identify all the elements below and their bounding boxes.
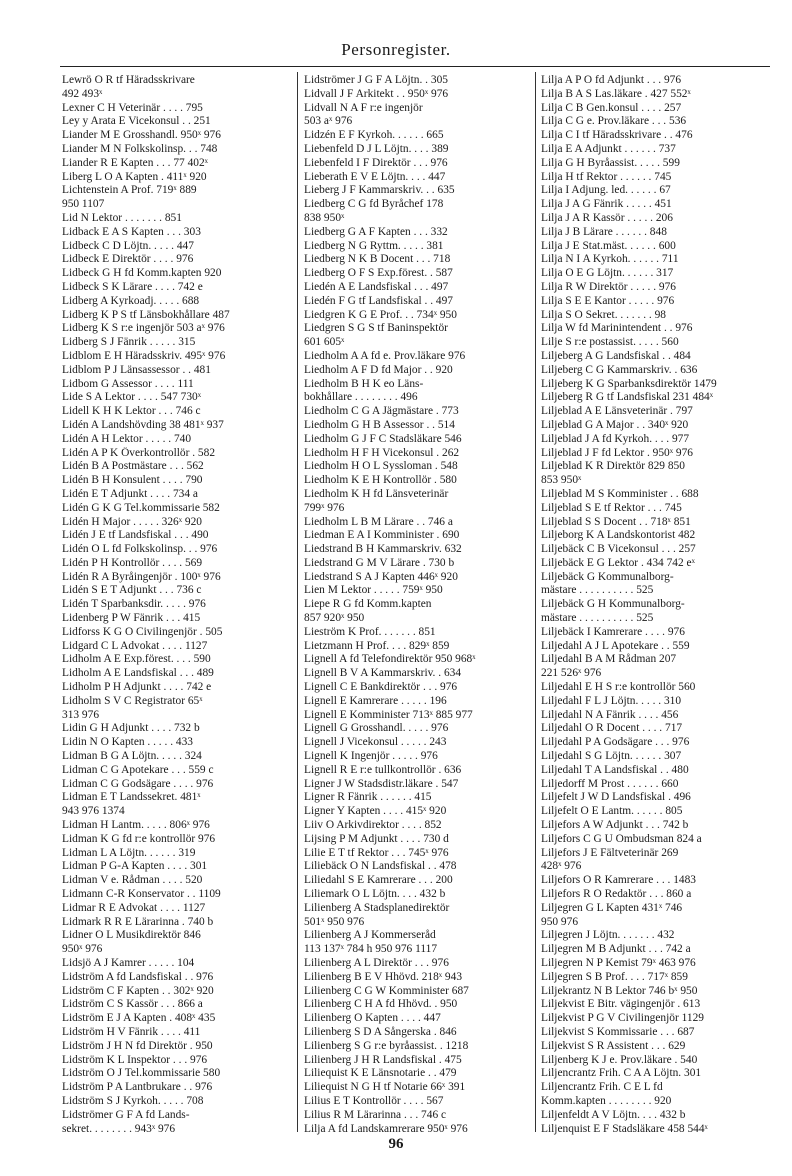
register-entry: 428ˣ 976 xyxy=(541,860,582,873)
register-entry: Lidström C F Kapten . . 302ˣ 920 xyxy=(62,984,214,997)
register-entry: 501ˣ 950 976 xyxy=(304,915,365,928)
register-entry: Lidén S E T Adjunkt . . . 736 c xyxy=(62,584,202,597)
register-entry: Liander R E Kapten . . . 77 402ˣ xyxy=(62,156,208,169)
register-entry: Lidén A P K Överkontrollör . 582 xyxy=(62,446,216,459)
register-entry: Lidén A H Lektor . . . . . 740 xyxy=(62,432,192,445)
register-entry: Liberg L O A Kapten . 411ˣ 920 xyxy=(62,170,207,183)
register-entry: sekret. . . . . . . . 943ˣ 976 xyxy=(62,1122,176,1135)
register-entry: Lidman C G Apotekare . . . 559 c xyxy=(62,763,214,776)
register-entry: Liedholm A F D fd Major . . 920 xyxy=(304,363,453,376)
register-entry: Lilja S O Sekret. . . . . . . 98 xyxy=(541,308,666,321)
register-entry: Lignell E Kamrerare . . . . . 196 xyxy=(304,694,447,707)
register-entry: Liedstrand S A J Kapten 446ˣ 920 xyxy=(304,570,458,583)
register-entry: Liljeblad A E Länsveterinär . 797 xyxy=(541,405,693,418)
register-entry: Liljeblad S S Docent . . 718ˣ 851 xyxy=(541,515,691,528)
register-entry: Lilja J B Lärare . . . . . . 848 xyxy=(541,225,667,238)
register-entry: Liliedahl S E Kamrerare . . . 200 xyxy=(304,874,453,887)
register-entry: Lidman C G Godsägare . . . . 976 xyxy=(62,777,214,790)
register-entry: Liander M N Folkskolinsp. . . 748 xyxy=(62,142,218,155)
register-entry: Liedberg C G fd Byråchef 178 xyxy=(304,198,444,211)
register-entry: 950 976 xyxy=(541,915,579,928)
register-entry: 113 137ˣ 784 h 950 976 1117 xyxy=(304,943,438,956)
register-entry: Lilja J E Stat.mäst. . . . . . 600 xyxy=(541,239,676,252)
register-entry: Lilja C I tf Häradsskrivare . . 476 xyxy=(541,129,693,142)
register-entry: mästare . . . . . . . . . . 525 xyxy=(541,612,654,625)
register-entry: Liebenfeld I F Direktör . . . 976 xyxy=(304,156,448,169)
register-entry: Lidblom P J Länsassessor . . 481 xyxy=(62,363,211,376)
register-entry: Lidman H Lantm. . . . . 806ˣ 976 xyxy=(62,819,210,832)
register-entry: Lidberg S J Fänrik . . . . . 315 xyxy=(62,336,196,349)
register-entry: Lidvall N A F r:e ingenjör xyxy=(304,101,423,114)
register-entry: Liljedahl E H S r:e kontrollör 560 xyxy=(541,681,696,694)
register-entry: 853 950ˣ xyxy=(541,474,582,487)
register-entry: Lidström O J Tel.kommissarie 580 xyxy=(62,1067,221,1080)
register-entry: Liedholm A A fd e. Prov.läkare 976 xyxy=(304,349,466,362)
register-entry: Lien M Lektor . . . . . 759ˣ 950 xyxy=(304,584,443,597)
register-entry: Liljeblad J A fd Kyrkoh. . . . 977 xyxy=(541,432,690,445)
register-entry: Lidholm S V C Registrator 65ˣ xyxy=(62,694,203,707)
register-entry: Liljefors R O Redaktör . . . 860 a xyxy=(541,888,692,901)
register-entry: Lilienberg S D A Sångerska . 846 xyxy=(304,1025,457,1038)
register-entry: Lidberg K P S tf Länsbokhållare 487 xyxy=(62,308,230,321)
register-entry: Lilja B A S Las.läkare . 427 552ˣ xyxy=(541,87,691,100)
register-entry: Lidström C S Kassör . . . 866 a xyxy=(62,998,203,1011)
register-entry: Lichtenstein A Prof. 719ˣ 889 xyxy=(62,184,197,197)
register-entry: Ligner J W Stadsdistr.läkare . 547 xyxy=(304,777,459,790)
register-column-2 xyxy=(304,74,532,1136)
register-entry: Lidin G H Adjunkt . . . . 732 b xyxy=(62,722,200,735)
register-entry: Lidman P G-A Kapten . . . . 301 xyxy=(62,860,208,873)
register-entry: 799ˣ 976 xyxy=(304,501,345,514)
register-entry: Lidén B A Postmästare . . . 562 xyxy=(62,460,204,473)
register-entry: Liljedahl F L J Löjtn. . . . . 310 xyxy=(541,694,682,707)
register-entry: Liedstrand G M V Lärare . 730 b xyxy=(304,556,455,569)
register-entry: Lilja O E G Löjtn. . . . . . 317 xyxy=(541,267,674,280)
register-entry: Liedholm G H B Assessor . . 514 xyxy=(304,418,455,431)
register-entry: Liljefors A W Adjunkt . . . 742 b xyxy=(541,819,689,832)
register-entry: Lilienberg J H R Landsfiskal . 475 xyxy=(304,1053,462,1066)
page-number: 96 xyxy=(388,1136,404,1152)
register-entry: Lidbeck S K Lärare . . . . 742 e xyxy=(62,280,203,293)
register-entry: mästare . . . . . . . . . . 525 xyxy=(541,584,654,597)
register-entry: Lijsing P M Adjunkt . . . . 730 d xyxy=(304,832,449,845)
register-entry: Lidback E A S Kapten . . . 303 xyxy=(62,225,201,238)
register-entry: Lieberath E V E Löjtn. . . . 447 xyxy=(304,170,446,183)
register-entry: Liliequist N G H tf Notarie 66ˣ 391 xyxy=(304,1081,466,1094)
register-entry: Lidströmer G F A fd Lands- xyxy=(62,1108,190,1121)
register-entry: Lewrö O R tf Häradsskrivare xyxy=(62,74,195,86)
register-entry: Lidman E T Landssekret. 481ˣ xyxy=(62,791,201,804)
register-entry: Liedholm H O L Syssloman . 548 xyxy=(304,460,458,473)
register-entry: Liander M E Grosshandl. 950ˣ 976 xyxy=(62,129,221,142)
register-entry: Liedberg O F S Exp.förest. . 587 xyxy=(304,267,453,280)
register-entry: Liljefors J E Fältveterinär 269 xyxy=(541,846,679,859)
register-entry: Lidbeck E Direktör . . . . 976 xyxy=(62,253,194,266)
register-entry: Lidén P H Kontrollör . . . . 569 xyxy=(62,556,203,569)
register-entry: Liedberg N G Ryttm. . . . . 381 xyxy=(304,239,444,252)
register-entry: Lidström E J A Kapten . 408ˣ 435 xyxy=(62,1012,216,1025)
register-entry: Lidén A Landshövding 38 481ˣ 937 xyxy=(62,418,224,431)
register-entry: Lilje S r:e postassist. . . . . 560 xyxy=(541,336,679,349)
register-entry: Lidmann C-R Konservator . . 1109 xyxy=(62,888,221,901)
register-entry: Lidner O L Musikdirektör 846 xyxy=(62,929,201,942)
register-entry: Liljekvist S R Assistent . . . 629 xyxy=(541,1039,686,1052)
register-entry: Lidman L A Löjtn. . . . . . 319 xyxy=(62,846,196,859)
register-entry: Lidström J H N fd Direktör . 950 xyxy=(62,1039,213,1052)
register-entry: Liedholm K E H Kontrollör . 580 xyxy=(304,474,457,487)
register-entry: Lidström S J Kyrkoh. . . . . 708 xyxy=(62,1094,204,1107)
register-entry: Lidströmer J G F A Löjtn. . 305 xyxy=(304,74,448,86)
register-entry: Lieberg J F Kammarskriv. . . 635 xyxy=(304,184,455,197)
register-entry: Lilja J A R Kassör . . . . . 206 xyxy=(541,211,673,224)
register-entry: Lidén H Major . . . . . 326ˣ 920 xyxy=(62,515,202,528)
register-entry: Liljedahl P A Godsägare . . . 976 xyxy=(541,736,690,749)
register-entry: Lidén R A Byråingenjör . 100ˣ 976 xyxy=(62,570,221,583)
register-entry: Lidbom G Assessor . . . . 111 xyxy=(62,377,194,390)
register-entry: Lidman V e. Rådman . . . . 520 xyxy=(62,874,203,887)
register-entry: Liljeberg A G Landsfiskal . . 484 xyxy=(541,349,691,362)
register-entry: 943 976 1374 xyxy=(62,805,125,818)
register-entry: Liljegren S B Prof. . . . 717ˣ 859 xyxy=(541,970,688,983)
register-entry: Liljebäck G Kommunalborg- xyxy=(541,570,674,583)
register-entry: Liljeberg C G Kammarskriv. . 636 xyxy=(541,363,698,376)
register-entry: Liliemark O L Löjtn. . . . 432 b xyxy=(304,888,446,901)
register-entry: Lilja J A G Fänrik . . . . . 451 xyxy=(541,198,672,211)
register-entry: Lilja A P O fd Adjunkt . . . 976 xyxy=(541,74,682,86)
register-entry: Lidén G K G Tel.kommissarie 582 xyxy=(62,501,220,514)
register-entry: Liedgren K G E Prof. . . 734ˣ 950 xyxy=(304,308,457,321)
register-entry: Liljefors C G U Ombudsman 824 a xyxy=(541,832,702,845)
register-entry: Liljebäck G H Kommunalborg- xyxy=(541,598,685,611)
register-entry: Ligner R Fänrik . . . . . . 415 xyxy=(304,791,432,804)
register-entry: Lilienberg B E V Hhövd. 218ˣ 943 xyxy=(304,970,463,983)
register-column-3 xyxy=(541,74,769,1136)
column-divider xyxy=(297,72,298,1132)
register-entry: Liljenfeldt A V Löjtn. . . . 432 b xyxy=(541,1108,686,1121)
register-entry: Liljefelt J W D Landsfiskal . 496 xyxy=(541,791,691,804)
register-entry: Ley y Arata E Vicekonsul . . 251 xyxy=(62,115,211,128)
register-entry: Lilja I Adjung. led. . . . . . 67 xyxy=(541,184,671,197)
register-entry: Liljedahl N A Fänrik . . . . 456 xyxy=(541,708,679,721)
register-entry: Lilienberg A J Kommerseråd xyxy=(304,929,436,942)
register-entry: Liljedahl S G Löjtn. . . . . . 307 xyxy=(541,750,682,763)
register-entry: Liljeblad S E tf Rektor . . . 745 xyxy=(541,501,682,514)
register-entry: Liljegren J Löjtn. . . . . . . 432 xyxy=(541,929,675,942)
register-entry: Liedman E A I Komminister . 690 xyxy=(304,529,460,542)
register-entry: Liljedahl T A Landsfiskal . . 480 xyxy=(541,763,689,776)
register-entry: Lilja G H Byråassist. . . . . 599 xyxy=(541,156,680,169)
register-entry: Liljegren M B Adjunkt . . . 742 a xyxy=(541,943,691,956)
register-entry: Lidström K L Inspektor . . . 976 xyxy=(62,1053,208,1066)
register-entry: Liedgren S G S tf Baninspektör xyxy=(304,322,448,335)
register-entry: Liljeberg R G tf Landsfiskal 231 484ˣ xyxy=(541,391,714,404)
register-entry: Lilja E A Adjunkt . . . . . . 737 xyxy=(541,142,676,155)
register-entry: Liedholm L B M Lärare . . 746 a xyxy=(304,515,453,528)
register-entry: Liljekvist S Kommissarie . . . 687 xyxy=(541,1025,695,1038)
header-rule xyxy=(60,66,770,67)
register-entry: bokhållare . . . . . . . . 496 xyxy=(304,391,418,404)
register-entry: Lidén B H Konsulent . . . . 790 xyxy=(62,474,203,487)
register-entry: Lilja C B Gen.konsul . . . . 257 xyxy=(541,101,682,114)
register-entry: Lignell C E Bankdirektör . . . 976 xyxy=(304,681,458,694)
register-entry: Liljedahl O R Docent . . . . 717 xyxy=(541,722,683,735)
register-entry: Lilienberg A Stadsplanedirektör xyxy=(304,901,450,914)
register-entry: Lidén O L fd Folkskolinsp. . . 976 xyxy=(62,543,218,556)
register-entry: Lexner C H Veterinär . . . . 795 xyxy=(62,101,203,114)
register-entry: Ligner Y Kapten . . . . 415ˣ 920 xyxy=(304,805,447,818)
register-entry: 838 950ˣ xyxy=(304,211,345,224)
register-entry: Liedstrand B H Kammarskriv. 632 xyxy=(304,543,462,556)
register-entry: Lignell G Grosshandl. . . . . 976 xyxy=(304,722,449,735)
register-entry: Lilius E T Kontrollör . . . . 567 xyxy=(304,1094,444,1107)
register-entry: Lidvall J F Arkitekt . . 950ˣ 976 xyxy=(304,87,449,100)
register-entry: Liedholm G J F C Stadsläkare 546 xyxy=(304,432,462,445)
register-entry: Lidström A fd Landsfiskal . . 976 xyxy=(62,970,214,983)
register-entry: Lilja N I A Kyrkoh. . . . . . 711 xyxy=(541,253,679,266)
register-entry: Lidbeck C D Löjtn. . . . . 447 xyxy=(62,239,194,252)
register-entry: Lid N Lektor . . . . . . . 851 xyxy=(62,211,182,224)
register-entry: Liljebäck I Kamrerare . . . . 976 xyxy=(541,625,685,638)
register-entry: Lidström H V Fänrik . . . . 411 xyxy=(62,1025,201,1038)
register-entry: Liljebäck C B Vicekonsul . . . 257 xyxy=(541,543,696,556)
register-entry: Liljencrantz Frih. C E L fd xyxy=(541,1081,663,1094)
page-title: Personregister. xyxy=(341,40,451,59)
register-column-1 xyxy=(62,74,290,1136)
register-entry: Lietzmann H Prof. . . . 829ˣ 859 xyxy=(304,639,450,652)
register-entry: Lidblom E H Häradsskriv. 495ˣ 976 xyxy=(62,349,226,362)
register-entry: Liljeblad G A Major . . 340ˣ 920 xyxy=(541,418,689,431)
register-entry: Lidbeck G H fd Komm.kapten 920 xyxy=(62,267,222,280)
register-entry: Lidén E T Adjunkt . . . . 734 a xyxy=(62,487,198,500)
register-entry: 313 976 xyxy=(62,708,100,721)
register-entry: Liedholm K H fd Länsveterinär xyxy=(304,487,449,500)
register-entry: Liljekvist E Bitr. vägingenjör . 613 xyxy=(541,998,701,1011)
register-entry: Lidin N O Kapten . . . . . 433 xyxy=(62,736,193,749)
register-entry: Lidholm A E Exp.förest. . . . 590 xyxy=(62,653,211,666)
register-entry: Liedén F G tf Landsfiskal . . 497 xyxy=(304,294,454,307)
register-entry: Komm.kapten . . . . . . . . 920 xyxy=(541,1094,672,1107)
register-entry: Lignell R E r:e tullkontrollör . 636 xyxy=(304,763,462,776)
register-entry: Liljefors O R Kamrerare . . . 1483 xyxy=(541,874,696,887)
register-entry: Lilienberg S G r:e byråassist. . 1218 xyxy=(304,1039,469,1052)
register-entry: Liedberg N K B Docent . . . 718 xyxy=(304,253,451,266)
register-entry: Liljebäck E G Lektor . 434 742 eˣ xyxy=(541,556,695,569)
register-entry: Lidström P A Lantbrukare . . 976 xyxy=(62,1081,213,1094)
register-entry: 221 526ˣ 976 xyxy=(541,667,602,680)
register-entry: Lilja C G e. Prov.läkare . . . 536 xyxy=(541,115,687,128)
register-entry: Liliequist K E Länsnotarie . . 479 xyxy=(304,1067,457,1080)
register-entry: Lilja R W Direktör . . . . . 976 xyxy=(541,280,676,293)
register-entry: Lidzén E F Kyrkoh. . . . . . 665 xyxy=(304,129,444,142)
register-entry: Lilja W fd Marinintendent . . 976 xyxy=(541,322,693,335)
register-entry: Lidsjö A J Kamrer . . . . . 104 xyxy=(62,957,195,969)
register-entry: Lidenberg P W Fänrik . . . 415 xyxy=(62,612,201,625)
register-entry: Lidholm P H Adjunkt . . . . 742 e xyxy=(62,681,212,694)
register-entry: 492 493ˣ xyxy=(62,87,103,100)
register-entry: Liljeberg K G Sparbanksdirektör 1479 xyxy=(541,377,717,390)
register-entry: Liljenberg K J e. Prov.läkare . 540 xyxy=(541,1053,698,1066)
register-entry: Lignell B V A Kammarskriv. . 634 xyxy=(304,667,462,680)
register-entry: Liljenquist E F Stadsläkare 458 544ˣ xyxy=(541,1122,708,1135)
register-entry: Liljeblad M S Komminister . . 688 xyxy=(541,487,699,500)
register-entry: Lignell A fd Telefondirektör 950 968ˣ xyxy=(304,653,476,666)
register-entry: 950 1107 xyxy=(62,198,105,211)
register-entry: Liedholm C G A Jägmästare . 773 xyxy=(304,405,459,418)
register-entry: Lilius R M Lärarinna . . . 746 c xyxy=(304,1108,447,1121)
register-entry: Liiv O Arkivdirektor . . . . 852 xyxy=(304,819,442,832)
register-entry: Liljekvist P G V Civilingenjör 1129 xyxy=(541,1012,704,1025)
register-entry: Liljegren G L Kapten 431ˣ 746 xyxy=(541,901,683,914)
register-entry: Lidholm A E Landsfiskal . . . 489 xyxy=(62,667,214,680)
register-entry: 601 605ˣ xyxy=(304,336,345,349)
register-entry: Liebenfeld D J L Löjtn. . . . 389 xyxy=(304,142,449,155)
register-entry: Lilja A fd Landskamrerare 950ˣ 976 xyxy=(304,1122,468,1135)
register-entry: Lilja S E E Kantor . . . . . 976 xyxy=(541,294,675,307)
register-entry: Lidberg K S r:e ingenjör 503 aˣ 976 xyxy=(62,322,225,335)
register-entry: Liljedorff M Prost . . . . . . 660 xyxy=(541,777,679,790)
register-entry: Liliebäck O N Landsfiskal . . 478 xyxy=(304,860,457,873)
register-entry: Lilja H tf Rektor . . . . . . 745 xyxy=(541,170,672,183)
register-entry: Liedholm B H K eo Läns- xyxy=(304,377,424,390)
register-entry: Lidforss K G O Civilingenjör . 505 xyxy=(62,625,223,638)
register-entry: 503 aˣ 976 xyxy=(304,115,353,128)
register-entry: Liljekrantz N B Lektor 746 bˣ 950 xyxy=(541,984,698,997)
register-entry: Liljeborg K A Landskontorist 482 xyxy=(541,529,696,542)
register-entry: Lidberg A Kyrkoadj. . . . . 688 xyxy=(62,294,200,307)
register-entry: Lidén J E tf Landsfiskal . . . 490 xyxy=(62,529,209,542)
register-entry: 950ˣ 976 xyxy=(62,943,103,956)
register-entry: Liljencrantz Frih. C A A Löjtn. 301 xyxy=(541,1067,702,1080)
register-entry: Liepe R G fd Komm.kapten xyxy=(304,598,432,611)
register-entry: Liljegren N P Kemist 79ˣ 463 976 xyxy=(541,957,696,969)
register-entry: Lilienberg C H A fd Hhövd. . 950 xyxy=(304,998,458,1011)
register-entry: Lidmar R E Advokat . . . . 1127 xyxy=(62,901,206,914)
register-entry: Liljeblad J F fd Lektor . 950ˣ 976 xyxy=(541,446,693,459)
register-entry: Lidell K H K Lektor . . . 746 c xyxy=(62,405,201,418)
register-entry: Liedberg G A F Kapten . . . 332 xyxy=(304,225,448,238)
column-divider xyxy=(535,72,536,1132)
register-entry: Lidman B G A Löjtn. . . . . 324 xyxy=(62,750,202,763)
register-entry: Lignell J Vicekonsul . . . . . 243 xyxy=(304,736,447,749)
register-entry: Lignell E Komminister 713ˣ 885 977 xyxy=(304,708,473,721)
register-entry: Liljefelt O E Lantm. . . . . . 805 xyxy=(541,805,683,818)
register-entry: 857 920ˣ 950 xyxy=(304,612,365,625)
register-entry: Lilienberg O Kapten . . . . 447 xyxy=(304,1012,441,1025)
register-entry: Liedén A E Landsfiskal . . . 497 xyxy=(304,280,449,293)
register-entry: Lidmark R R E Lärarinna . 740 b xyxy=(62,915,214,928)
register-entry: Lilienberg A L Direktör . . . 976 xyxy=(304,957,449,969)
register-entry: Lieström K Prof. . . . . . . 851 xyxy=(304,625,436,638)
register-entry: Liljedahl B A M Rådman 207 xyxy=(541,653,677,666)
register-entry: Lilienberg C G W Komminister 687 xyxy=(304,984,469,997)
register-entry: Lidgard C L Advokat . . . . 1127 xyxy=(62,639,208,652)
register-entry: Liljedahl A J L Apotekare . . 559 xyxy=(541,639,690,652)
register-entry: Lidman K G fd r:e kontrollör 976 xyxy=(62,832,216,845)
register-entry: Lilie E T tf Rektor . . . 745ˣ 976 xyxy=(304,846,449,859)
register-entry: Liljeblad K R Direktör 829 850 xyxy=(541,460,685,473)
register-entry: Lignell K Ingenjör . . . . . 976 xyxy=(304,750,438,763)
register-entry: Lide S A Lektor . . . . 547 730ˣ xyxy=(62,391,202,404)
register-entry: Liedholm H F H Vicekonsul . 262 xyxy=(304,446,460,459)
register-entry: Lidén T Sparbanksdir. . . . . 976 xyxy=(62,598,206,611)
